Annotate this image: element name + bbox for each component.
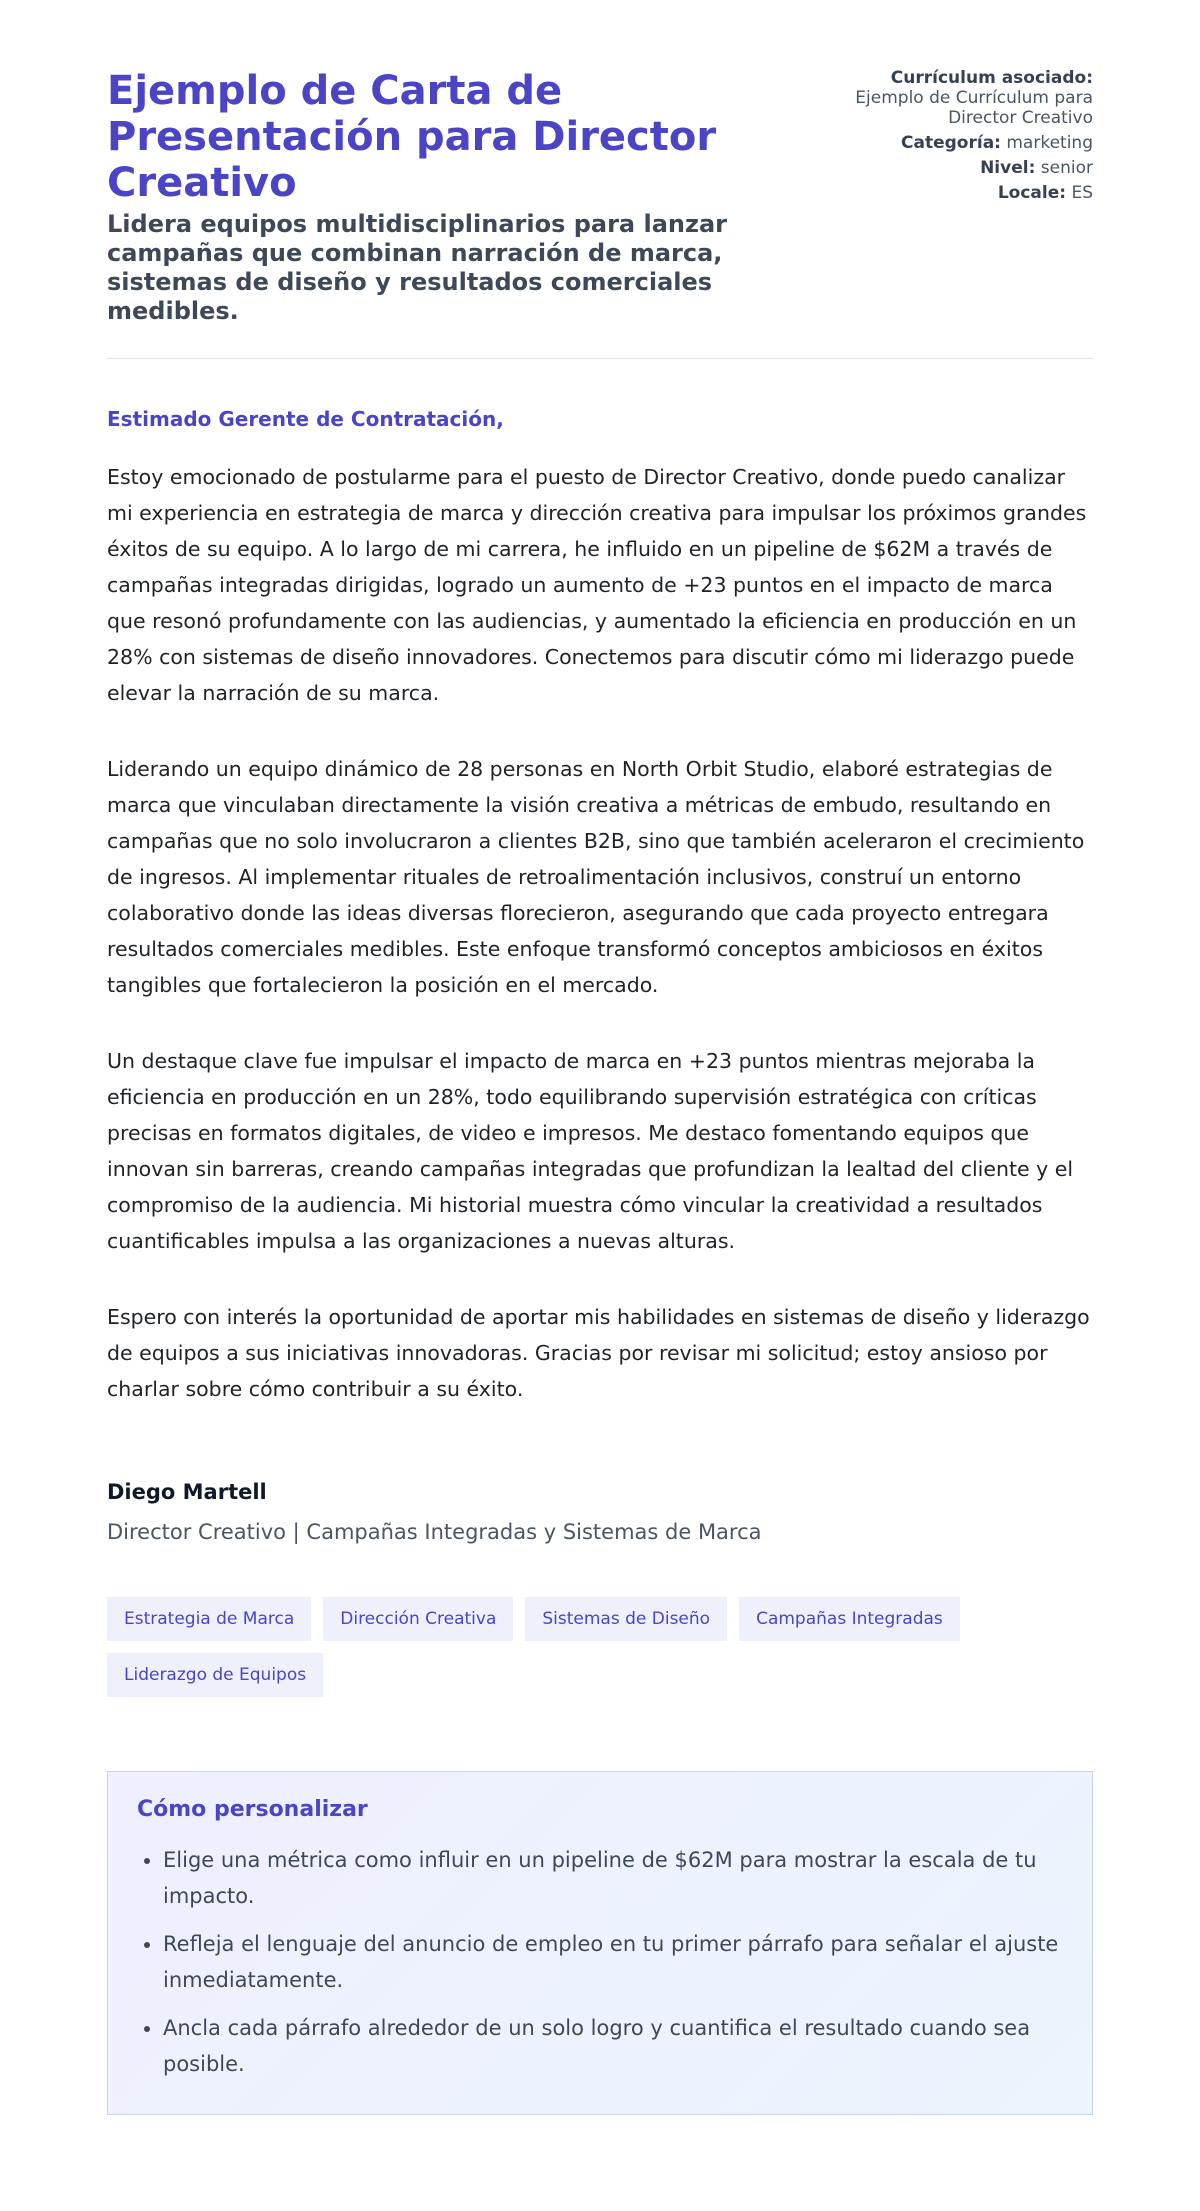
meta-category-label: Categoría: xyxy=(901,133,1001,153)
skill-tag: Campañas Integradas xyxy=(739,1597,960,1641)
letter-paragraph: Liderando un equipo dinámico de 28 personas en North Orbit Studio, elaboré estrategias de marca que vinculaban directamente la visión creativa a métricas de embudo, resultando en campañas que no solo involucraron a clientes B2B, sino que también aceleraron el crecimiento de ingresos. Al implementar rituales de retroalimentación inclusivos, construí un entorno colaborativo donde las ideas diversas florecieron, asegurando que cada proyecto entregara resultados comerciales medibles. Este enfoque transformó conceptos ambiciosos en éxitos tangibles que fortalecieron la posición en el mercado. xyxy=(107,757,1085,997)
letter-paragraph: Un destaque clave fue impulsar el impacto de marca en +23 puntos mientras mejoraba la eficiencia en producción en un 28%, todo equilibrando supervisión estratégica con críticas precisas en formatos digitales, de video e impresos. Me destaco fomentando equipos que innovan sin barreras, creando campañas integradas que profundizan la lealtad del cliente y el compromiso de la audiencia. Mi historial muestra cómo vincular la creatividad a resultados cuantificables impulsa a las organizaciones a nuevas alturas. xyxy=(107,1049,1074,1253)
skill-tag: Dirección Creativa xyxy=(323,1597,513,1641)
letter-paragraph: Espero con interés la oportunidad de aportar mis habilidades en sistemas de diseño y liderazgo de equipos a sus iniciativas innovadoras. Gracias por revisar mi solicitud; estoy ansioso por charlar sobre cómo contribuir a su éxito. xyxy=(107,1305,1090,1401)
signature-name: Diego Martell xyxy=(107,1480,267,1504)
skill-tag: Estrategia de Marca xyxy=(107,1597,311,1641)
meta-locale-label: Locale: xyxy=(997,183,1067,203)
meta-resume-label: Currículum asociado: xyxy=(890,68,1093,88)
skill-tag: Liderazgo de Equipos xyxy=(107,1653,323,1697)
letter-greeting: Estimado Gerente de Contratación, xyxy=(107,407,504,431)
skill-tags xyxy=(107,1597,1007,1697)
meta-resume xyxy=(853,68,1093,128)
page-title: Ejemplo de Carta de Presentación para Director Creativo xyxy=(107,68,717,206)
meta-level-value: senior xyxy=(1040,158,1093,178)
header-divider xyxy=(107,358,1093,359)
meta-level-label: Nivel: xyxy=(980,158,1036,178)
header xyxy=(107,68,1093,326)
header-left xyxy=(107,68,807,326)
customization-tips-box xyxy=(107,1771,1093,2115)
meta-category xyxy=(853,133,1093,153)
tips-list xyxy=(137,1842,1064,2082)
tip-item: • Elige una métrica como influir en un pipeline de $62M para mostrar la escala de tu impacto. xyxy=(163,1842,1064,1914)
tips-title: Cómo personalizar xyxy=(137,1797,368,1822)
tip-item: • Refleja el lenguaje del anuncio de empleo en tu primer párrafo para señalar el ajuste inmediatamente. xyxy=(163,1926,1064,1998)
letter-paragraph: Estoy emocionado de postularme para el puesto de Director Creativo, donde puedo canalizar mi experiencia en estrategia de marca y dirección creativa para impulsar los próximos grandes éxitos de su equipo. A lo largo de mi carrera, he influido en un pipeline de $62M a través de campañas integradas dirigidas, logrado un aumento de +23 puntos en el impacto de marca que resonó profundamente con las audiencias, y aumentado la eficiencia en producción en un 28% con sistemas de diseño innovadores. Conectemos para discutir cómo mi liderazgo puede elevar la narración de su marca. xyxy=(107,465,1087,705)
page-subtitle: Lidera equipos multidisciplinarios para lanzar campañas que combinan narración de marca, sistemas de diseño y resultados comerciales medibles. xyxy=(107,210,727,325)
meta-resume-link[interactable]: Ejemplo de Currículum para Director Creativo xyxy=(855,88,1093,128)
tip-item: • Ancla cada párrafo alrededor de un solo logro y cuantifica el resultado cuando sea posible. xyxy=(163,2010,1064,2082)
meta-panel xyxy=(853,68,1093,208)
meta-level xyxy=(853,158,1093,178)
meta-category-value: marketing xyxy=(1006,133,1093,153)
signature-title: Director Creativo | Campañas Integradas y Sistemas de Marca xyxy=(107,1520,762,1544)
meta-locale xyxy=(853,183,1093,203)
meta-locale-value: ES xyxy=(1071,183,1093,203)
skill-tag: Sistemas de Diseño xyxy=(525,1597,727,1641)
